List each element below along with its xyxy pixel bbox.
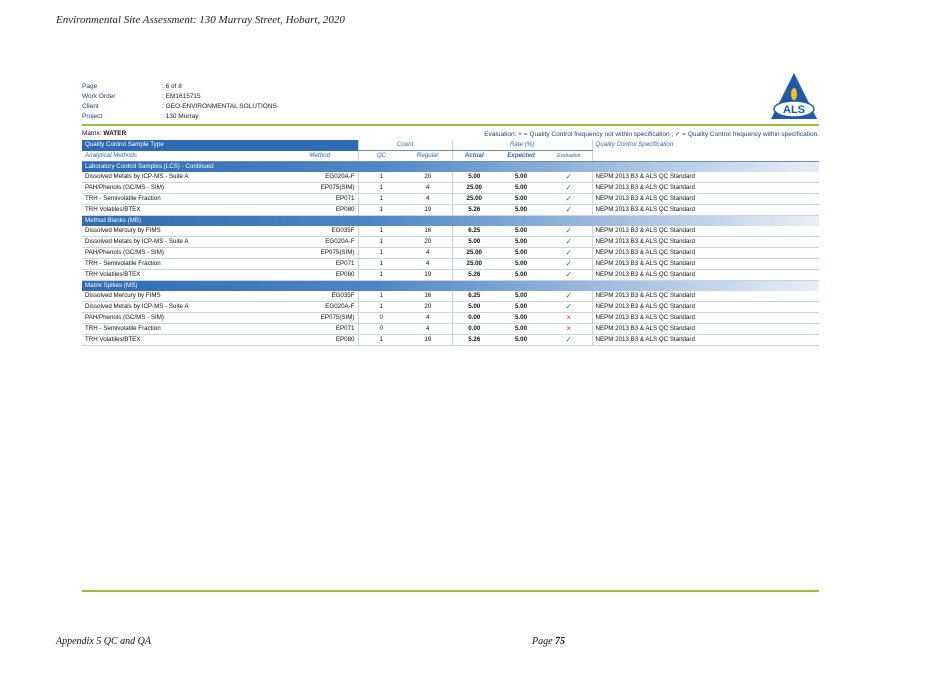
method-cell: EG020A-F [282,172,358,183]
table-row [82,226,819,237]
method-cell: EG020A-F [282,302,358,313]
qc-count-cell: 1 [358,335,404,346]
logo-flame [791,88,797,100]
expected-rate-cell: 5.00 [496,226,546,237]
table-row [82,183,819,194]
table-row [82,237,819,248]
regular-count-cell: 16 [404,291,452,302]
spec-cell: NEPM 2013 B3 & ALS QC Standard [592,302,819,313]
meta-project-label: Project [82,113,103,120]
analytical-method-cell: Dissolved Metals by ICP-MS - Suite A [82,302,282,313]
meta-page-value: : 6 of 8 [162,83,182,90]
header-qc-sample-type: Quality Control Sample Type [82,140,358,151]
footer-page-number: 75 [555,636,566,647]
bottom-rule [82,590,819,592]
analytical-method-cell: TRH - Semivolatile Fraction [82,324,282,335]
cross-icon: × [546,324,592,335]
actual-rate-cell: 5.00 [452,237,496,248]
method-cell: EG035F [282,226,358,237]
method-cell: EG035F [282,291,358,302]
meta-work-order-value: : EM1615715 [162,93,201,100]
regular-count-cell: 4 [404,313,452,324]
meta-project-value: : 130 Murray [162,113,199,120]
regular-count-cell: 20 [404,302,452,313]
qc-count-cell: 1 [358,183,404,194]
meta-work-order-label: Work Order [82,93,116,100]
check-icon: ✓ [546,226,592,237]
actual-rate-cell: 25.00 [452,259,496,270]
evaluation-legend: Evaluation: × = Quality Control frequency not within specification ; ✓ = Quality Control frequency within specification. [484,131,819,138]
expected-rate-cell: 5.00 [496,324,546,335]
matrix-prefix: Matrix: [82,130,102,137]
spec-cell: NEPM 2013 B3 & ALS QC Standard [592,194,819,205]
meta-work-order [82,92,277,102]
analytical-method-cell: TRH Volatiles/BTEX [82,205,282,216]
method-cell: EP075(SIM) [282,248,358,259]
meta-client [82,102,277,112]
expected-rate-cell: 5.00 [496,205,546,216]
section-row [82,216,819,227]
check-icon: ✓ [546,302,592,313]
method-cell: EP080 [282,205,358,216]
section-title: Method Blanks (MB) [82,216,819,227]
method-cell: EP075(SIM) [282,313,358,324]
footer-page-prefix: Page [532,636,553,647]
header-evaluation: Evaluation [546,151,592,162]
analytical-method-cell: PAH/Phenols (GC/MS - SIM) [82,248,282,259]
regular-count-cell: 4 [404,259,452,270]
report-meta [82,82,277,122]
regular-count-cell: 4 [404,183,452,194]
expected-rate-cell: 5.00 [496,302,546,313]
method-cell: EP071 [282,194,358,205]
expected-rate-cell: 5.00 [496,248,546,259]
header-spec: Quality Control Specification [592,140,819,151]
expected-rate-cell: 5.00 [496,291,546,302]
qc-count-cell: 0 [358,324,404,335]
expected-rate-cell: 5.00 [496,313,546,324]
method-cell: EG020A-F [282,237,358,248]
header-expected: Expected [496,151,546,162]
analytical-method-cell: Dissolved Mercury by FIMS [82,291,282,302]
qc-count-cell: 1 [358,248,404,259]
expected-rate-cell: 5.00 [496,237,546,248]
spec-cell: NEPM 2013 B3 & ALS QC Standard [592,237,819,248]
check-icon: ✓ [546,237,592,248]
header-rate: Rate (%) [452,140,592,151]
meta-client-value: : GEO-ENVIRONMENTAL SOLUTIONS [162,103,277,110]
spec-cell: NEPM 2013 B3 & ALS QC Standard [592,291,819,302]
logo-text: ALS [783,104,805,116]
regular-count-cell: 16 [404,226,452,237]
method-cell: EP075(SIM) [282,183,358,194]
analytical-method-cell: Dissolved Mercury by FIMS [82,226,282,237]
regular-count-cell: 4 [404,248,452,259]
spec-cell: NEPM 2013 B3 & ALS QC Standard [592,172,819,183]
analytical-method-cell: Dissolved Metals by ICP-MS - Suite A [82,172,282,183]
actual-rate-cell: 0.00 [452,324,496,335]
header-regular: Regular [404,151,452,162]
document-header: Environmental Site Assessment: 130 Murray Street, Hobart, 2020 [56,14,345,26]
expected-rate-cell: 5.00 [496,183,546,194]
method-cell: EP071 [282,259,358,270]
analytical-method-cell: PAH/Phenols (GC/MS - SIM) [82,313,282,324]
regular-count-cell: 20 [404,172,452,183]
footer-appendix: Appendix 5 QC and QA [56,636,151,647]
header-actual: Actual [452,151,496,162]
actual-rate-cell: 5.26 [452,205,496,216]
check-icon: ✓ [546,248,592,259]
analytical-method-cell: TRH - Semivolatile Fraction [82,194,282,205]
meta-page [82,82,277,92]
qc-count-cell: 1 [358,259,404,270]
qc-count-cell: 1 [358,291,404,302]
actual-rate-cell: 5.00 [452,302,496,313]
actual-rate-cell: 5.26 [452,270,496,281]
table-row [82,194,819,205]
table-row [82,324,819,335]
header-spec-blank [592,151,819,162]
qc-frequency-table [82,140,819,346]
table-row [82,335,819,346]
spec-cell: NEPM 2013 B3 & ALS QC Standard [592,226,819,237]
check-icon: ✓ [546,205,592,216]
analytical-method-cell: PAH/Phenols (GC/MS - SIM) [82,183,282,194]
actual-rate-cell: 5.00 [452,172,496,183]
regular-count-cell: 4 [404,194,452,205]
spec-cell: NEPM 2013 B3 & ALS QC Standard [592,335,819,346]
check-icon: ✓ [546,172,592,183]
table-row [82,172,819,183]
spec-cell: NEPM 2013 B3 & ALS QC Standard [592,313,819,324]
actual-rate-cell: 25.00 [452,248,496,259]
check-icon: ✓ [546,270,592,281]
spec-cell: NEPM 2013 B3 & ALS QC Standard [592,205,819,216]
meta-page-label: Page [82,83,98,90]
check-icon: ✓ [546,291,592,302]
regular-count-cell: 19 [404,335,452,346]
actual-rate-cell: 6.25 [452,291,496,302]
regular-count-cell: 20 [404,237,452,248]
qc-count-cell: 1 [358,270,404,281]
header-qc: QC [358,151,404,162]
qc-count-cell: 1 [358,226,404,237]
actual-rate-cell: 25.00 [452,183,496,194]
header-analytical-methods: Analytical Methods [82,151,282,162]
analytical-method-cell: TRH Volatiles/BTEX [82,335,282,346]
method-cell: EP080 [282,335,358,346]
expected-rate-cell: 5.00 [496,335,546,346]
table-row [82,259,819,270]
section-title: Laboratory Control Samples (LCS) - Continued [82,162,819,173]
table-row [82,291,819,302]
actual-rate-cell: 0.00 [452,313,496,324]
spec-cell: NEPM 2013 B3 & ALS QC Standard [592,248,819,259]
qc-table-body [82,162,819,346]
analytical-method-cell: TRH Volatiles/BTEX [82,270,282,281]
table-row [82,270,819,281]
spec-cell: NEPM 2013 B3 & ALS QC Standard [592,270,819,281]
regular-count-cell: 4 [404,324,452,335]
spec-cell: NEPM 2013 B3 & ALS QC Standard [592,324,819,335]
actual-rate-cell: 25.00 [452,194,496,205]
header-count: Count [358,140,452,151]
matrix-value: WATER [103,130,127,137]
method-cell: EP071 [282,324,358,335]
cross-icon: × [546,313,592,324]
spec-cell: NEPM 2013 B3 & ALS QC Standard [592,259,819,270]
regular-count-cell: 19 [404,270,452,281]
analytical-method-cell: TRH - Semivolatile Fraction [82,259,282,270]
meta-project [82,112,277,122]
qc-count-cell: 0 [358,313,404,324]
actual-rate-cell: 5.26 [452,335,496,346]
qc-count-cell: 1 [358,302,404,313]
table-row [82,205,819,216]
expected-rate-cell: 5.00 [496,194,546,205]
top-rule [82,124,819,126]
qc-count-cell: 1 [358,194,404,205]
check-icon: ✓ [546,335,592,346]
spec-cell: NEPM 2013 B3 & ALS QC Standard [592,183,819,194]
method-cell: EP080 [282,270,358,281]
check-icon: ✓ [546,259,592,270]
table-row [82,302,819,313]
analytical-method-cell: Dissolved Metals by ICP-MS - Suite A [82,237,282,248]
header-method: Method [282,151,358,162]
section-row [82,162,819,173]
qc-count-cell: 1 [358,205,404,216]
table-row [82,313,819,324]
expected-rate-cell: 5.00 [496,172,546,183]
actual-rate-cell: 6.25 [452,226,496,237]
meta-client-label: Client [82,103,99,110]
section-title: Matrix Spikes (MS) [82,281,819,292]
qc-count-cell: 1 [358,172,404,183]
qc-count-cell: 1 [358,237,404,248]
expected-rate-cell: 5.00 [496,259,546,270]
regular-count-cell: 19 [404,205,452,216]
footer-page [532,636,565,647]
matrix-label [82,130,126,137]
table-row [82,248,819,259]
als-logo [768,70,820,122]
section-row [82,281,819,292]
check-icon: ✓ [546,183,592,194]
check-icon: ✓ [546,194,592,205]
expected-rate-cell: 5.00 [496,270,546,281]
